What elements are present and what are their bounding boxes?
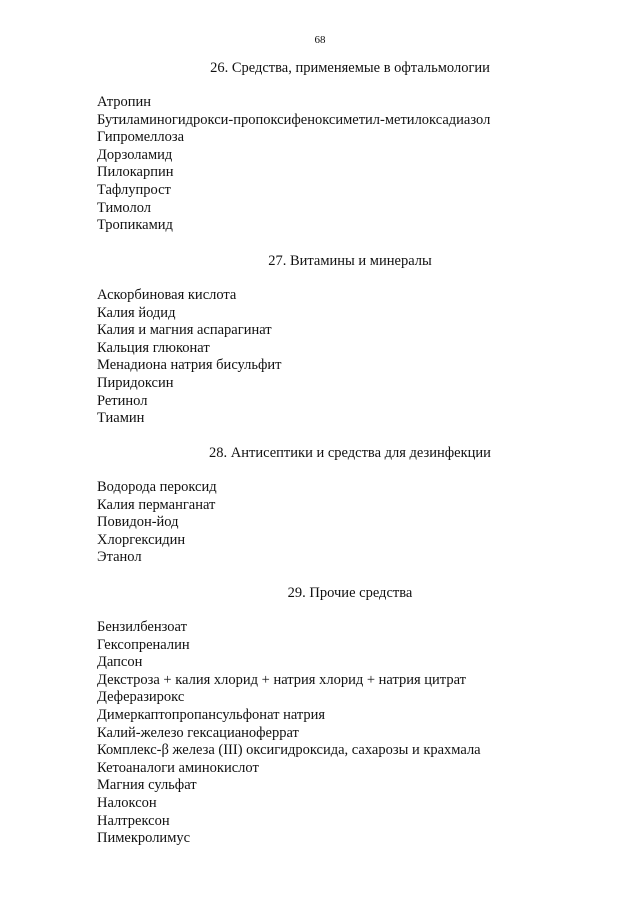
list-item: Повидон-йод [97,514,179,531]
list-item: Тропикамид [97,217,173,234]
section-vitamins-minerals [97,252,617,428]
list-item: Налтрексон [97,812,170,829]
list-item: Аскорбиновая кислота [97,287,237,303]
list-item: Комплекс-β железа (III) оксигидроксида, сахарозы и крахмала [97,742,481,759]
list-item: Дапсон [97,654,143,671]
section-title: 27. Витамины и минералы [268,253,432,269]
list-item: Пимекролимус [97,830,191,847]
list-item: Тиамин [97,410,145,427]
list-item: Пилокарпин [97,164,174,181]
list-item: Бензилбензоат [97,619,187,635]
list-item: Дорзоламид [97,146,173,163]
page-number: 68 [314,34,326,46]
list-item: Гексопреналин [97,636,190,653]
list-item: Калия и магния аспарагинат [97,322,272,339]
drug-list [97,94,617,235]
list-item: Менадиона натрия бисульфит [97,357,282,374]
list-item: Этанол [97,549,142,566]
section-title: 26. Средства, применяемые в офтальмологии [210,60,490,76]
list-item: Магния сульфат [97,777,197,794]
list-item: Ретинол [97,392,148,409]
list-item: Калия йодид [97,304,176,321]
list-item: Димеркаптопропансульфонат натрия [97,706,326,723]
list-item: Кетоаналоги аминокислот [97,759,259,776]
list-item: Налоксон [97,794,157,811]
list-item: Бутиламиногидрокси-пропоксифеноксиметил-метилоксадиазол [97,111,491,128]
list-item: Водорода пероксид [97,479,217,495]
list-item: Тимолол [97,199,152,216]
list-item: Калий-железо гексацианоферрат [97,724,299,741]
list-item: Кальция глюконат [97,339,210,356]
drug-list [97,479,617,567]
drug-list [97,287,617,428]
drug-list [97,619,617,848]
section-ophthalmology [97,59,617,235]
list-item: Пиридоксин [97,374,174,391]
list-item: Декстроза + калия хлорид + натрия хлорид + натрия цитрат [97,671,466,688]
list-item: Деферазирокс [97,689,185,706]
list-item: Атропин [97,94,152,110]
list-item: Тафлупрост [97,181,171,198]
section-title: 28. Антисептики и средства для дезинфекции [209,445,491,461]
list-item: Гипромеллоза [97,129,185,146]
list-item: Хлоргексидин [97,531,186,548]
section-antiseptics [97,444,617,567]
section-title: 29. Прочие средства [287,585,413,601]
section-other-agents [97,584,617,848]
list-item: Калия перманганат [97,496,216,513]
